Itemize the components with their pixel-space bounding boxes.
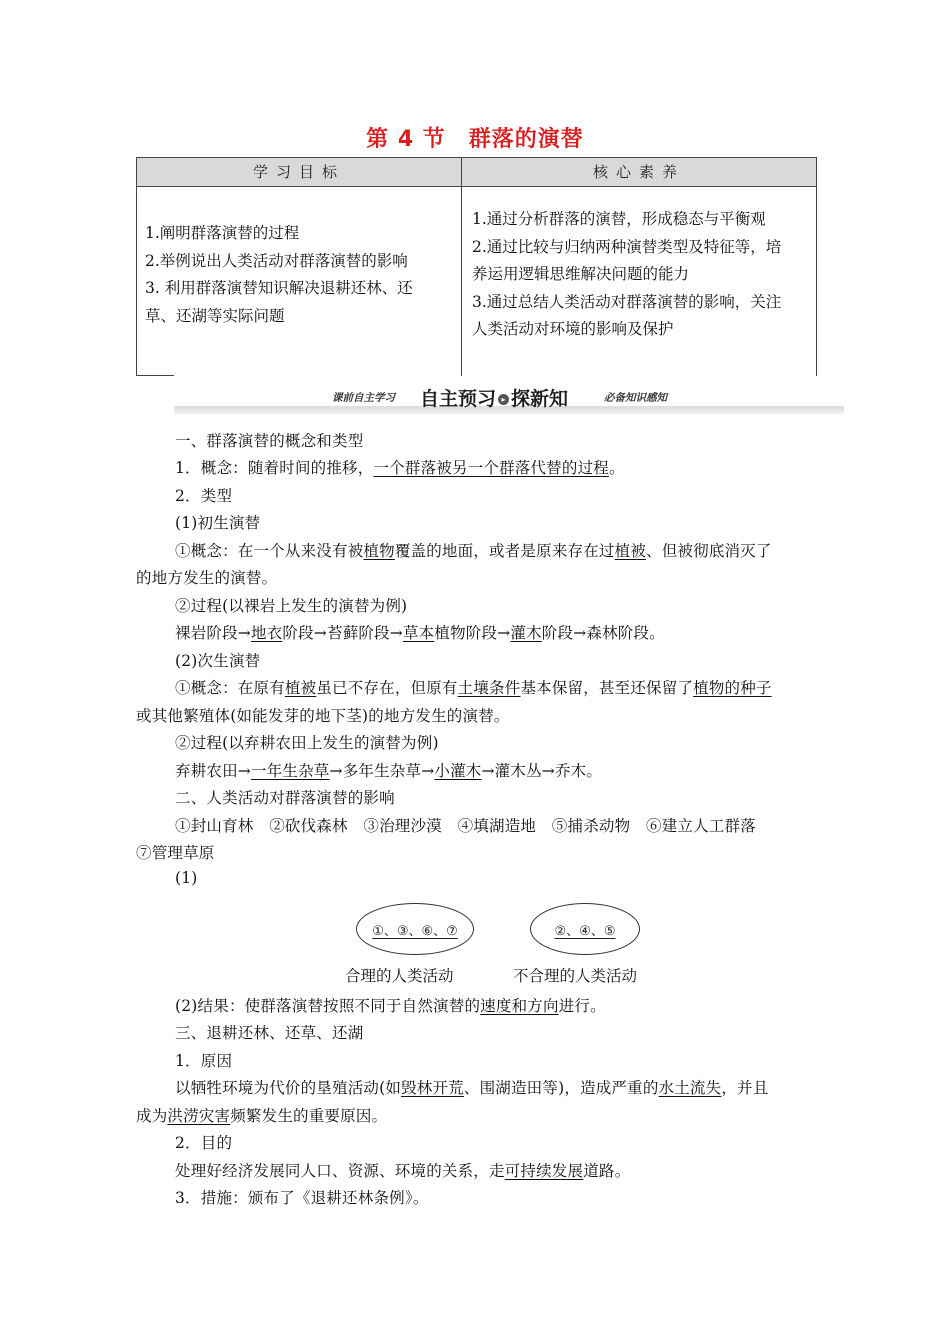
unreasonable-activities-items: ②、④、⑤: [554, 923, 616, 939]
secondary-succession-heading: (2)次生演替: [175, 652, 261, 670]
literacy-line: 1.通过分析群落的演替，形成稳态与平衡观: [472, 210, 766, 228]
section-heading-1: 一、群落演替的概念和类型: [175, 432, 364, 450]
objectives-right-cell: [472, 206, 781, 344]
human-activities-list-2: ⑦管理草原: [136, 844, 215, 862]
header-core-literacy: 核心素养: [592, 163, 685, 181]
concept-line: 1．概念：随着时间的推移，一个群落被另一个群落代替的过程。: [175, 459, 625, 477]
purpose-line: 处理好经济发展同人口、资源、环境的关系，走可持续发展道路。: [175, 1162, 631, 1180]
secondary-concept-line-2: 或其他繁殖体(如能发芽的地下茎)的地方发生的演替。: [136, 707, 510, 725]
secondary-process-heading: ②过程(以弃耕农田上发生的演替为例): [175, 734, 439, 752]
banner-right-caption: 必备知识感知: [604, 392, 667, 404]
primary-concept-line: ①概念：在一个从来没有被植物覆盖的地面，或者是原来存在过植被、但被彻底消灭了: [175, 542, 772, 560]
banner-heading-b: 探新知: [511, 388, 569, 410]
reason-line: 以牺牲环境为代价的垦殖活动(如毁林开荒、围湖造田等)，造成严重的水土流失，并且: [175, 1079, 769, 1097]
header-learning-objectives: 学习目标: [252, 163, 345, 181]
banner-left-caption: 课前自主学习: [332, 392, 395, 404]
literacy-line: 养运用逻辑思维解决问题的能力: [472, 265, 690, 283]
reasonable-activities-ellipse: [356, 903, 474, 955]
section-banner: [174, 384, 844, 418]
page-title: 第 4 节 群落的演替: [366, 127, 584, 152]
objectives-table: [136, 157, 817, 376]
reason-line-2: 成为洪涝灾害频繁发生的重要原因。: [136, 1107, 388, 1125]
measures-line: 3．措施：颁布了《退耕还林条例》。: [175, 1189, 429, 1207]
objectives-left-cell: [145, 220, 413, 330]
human-activities-list: ①封山育林 ②砍伐森林 ③治理沙漠 ④填湖造地 ⑤捕杀动物 ⑥建立人工群落: [175, 817, 756, 835]
literacy-line: 人类活动对环境的影响及保护: [472, 320, 674, 338]
primary-process-heading: ②过程(以裸岩上发生的演替为例): [175, 597, 408, 615]
objective-line: 草、还湖等实际问题: [145, 306, 285, 325]
types-heading: 2．类型: [175, 487, 233, 505]
reasonable-activities-items: ①、③、⑥、⑦: [372, 923, 458, 939]
reason-heading: 1．原因: [175, 1052, 233, 1070]
purpose-heading: 2．目的: [175, 1134, 233, 1152]
subpoint-1: (1): [175, 869, 198, 887]
section-heading-3: 三、退耕还林、还草、还湖: [175, 1024, 364, 1042]
objective-line: 2.举例说出人类活动对群落演替的影响: [145, 251, 408, 270]
section-heading-2: 二、人类活动对群落演替的影响: [175, 789, 395, 807]
primary-process-line: 裸岩阶段→地衣阶段→苔藓阶段→草本植物阶段→灌木阶段→森林阶段。: [175, 624, 665, 642]
literacy-line: 3.通过总结人类活动对群落演替的影响，关注: [472, 292, 782, 311]
primary-succession-heading: (1)初生演替: [175, 514, 261, 532]
banner-heading: [420, 384, 568, 411]
arrow-dot-icon: ▸: [498, 394, 509, 405]
table-divider: [461, 158, 462, 376]
banner-heading-a: 自主预习: [420, 388, 497, 410]
table-bottom-stub: [136, 375, 174, 376]
result-line: (2)结果：使群落演替按照不同于自然演替的速度和方向进行。: [175, 997, 606, 1015]
unreasonable-activities-label: 不合理的人类活动: [513, 967, 638, 985]
secondary-process-line: 弃耕农田→一年生杂草→多年生杂草→小灌木→灌木丛→乔木。: [175, 762, 603, 780]
literacy-line: 2.通过比较与归纳两种演替类型及特征等，培: [472, 237, 782, 256]
unreasonable-activities-ellipse: [530, 903, 640, 955]
objective-line: 1.阐明群落演替的过程: [145, 224, 300, 242]
objective-line: 3. 利用群落演替知识解决退耕还林、还: [145, 279, 413, 297]
primary-concept-line-2: 的地方发生的演替。: [136, 569, 278, 587]
secondary-concept-line: ①概念：在原有植被虽已不存在，但原有土壤条件基本保留，甚至还保留了植物的种子: [175, 679, 772, 697]
reasonable-activities-label: 合理的人类活动: [345, 967, 454, 985]
